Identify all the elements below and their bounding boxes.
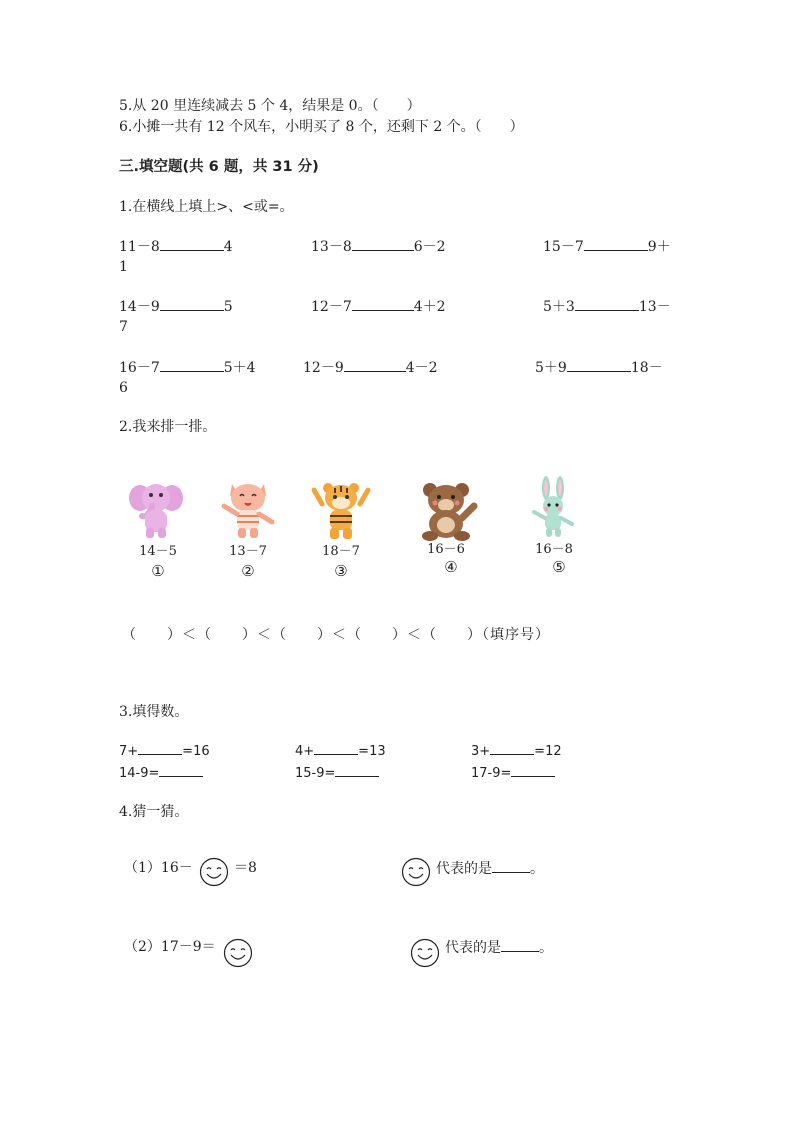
compare-blank[interactable]	[160, 357, 224, 372]
fill-blank[interactable]	[314, 740, 358, 755]
compare-item: 5＋9 18－	[535, 357, 663, 378]
tiger-icon	[310, 480, 372, 542]
q4-p1-right: ＝8	[234, 860, 257, 876]
fill-item: 4+ =13	[295, 740, 386, 762]
fill-blank[interactable]	[511, 762, 555, 777]
compare-item: 16－7 5＋4	[119, 357, 256, 378]
compare-wrap: 7	[119, 319, 128, 335]
q4-prompt: 4.猜一猜。	[119, 804, 189, 820]
compare-item: 12－9 4－2	[303, 357, 438, 378]
compare-blank[interactable]	[584, 236, 648, 251]
elephant-icon	[128, 478, 184, 540]
compare-blank[interactable]	[352, 296, 414, 311]
fill-blank[interactable]	[138, 740, 182, 755]
smiley-face-icon	[410, 938, 440, 968]
q3-prompt: 3.填得数。	[119, 704, 189, 720]
animal-3-expr: 18－7	[322, 544, 360, 559]
compare-item: 11－8 4	[119, 236, 233, 257]
rabbit-icon	[530, 476, 578, 540]
q4-p2-blank[interactable]	[501, 937, 539, 952]
animal-1-num: ①	[151, 562, 165, 580]
q2-prompt: 2.我来排一排。	[119, 419, 217, 435]
animal-4-num: ④	[444, 558, 458, 576]
animal-2-expr: 13－7	[229, 544, 267, 559]
smiley-face-icon	[199, 857, 229, 887]
q4-p1-blank[interactable]	[492, 858, 530, 873]
compare-blank[interactable]	[160, 236, 224, 251]
q4-p1-left: （1）16－	[124, 860, 193, 876]
compare-item: 14－9 5	[119, 296, 233, 317]
animal-5-expr: 16－8	[535, 542, 573, 557]
q4-p2-answer: 代表的是 。	[445, 937, 553, 958]
fill-item: 17-9=	[471, 762, 555, 784]
compare-blank[interactable]	[160, 296, 224, 311]
fill-item: 15-9=	[295, 762, 379, 784]
animal-2-num: ②	[241, 562, 255, 580]
fill-blank[interactable]	[490, 740, 534, 755]
compare-blank[interactable]	[567, 357, 631, 372]
animal-3-num: ③	[334, 562, 348, 580]
smiley-face-icon	[401, 857, 431, 887]
fill-blank[interactable]	[335, 762, 379, 777]
animal-5-num: ⑤	[552, 558, 566, 576]
fill-item: 3+ =12	[471, 740, 562, 762]
judge-q5: 5.从 20 里连续减去 5 个 4，结果是 0。（ ）	[119, 98, 421, 114]
q4-p1-answer: 代表的是 。	[436, 858, 544, 879]
compare-blank[interactable]	[575, 296, 639, 311]
compare-item: 13－8 6－2	[311, 236, 446, 257]
compare-blank[interactable]	[352, 236, 414, 251]
compare-wrap: 1	[119, 259, 128, 275]
judge-q6: 6.小摊一共有 12 个风车，小明买了 8 个，还剩下 2 个。（ ）	[119, 119, 524, 135]
q1-prompt: 1.在横线上填上>、<或=。	[119, 199, 294, 215]
q4-p2-left: （2）17－9＝	[124, 939, 216, 955]
compare-item: 5＋3 13－	[543, 296, 671, 317]
fill-item: 14-9=	[119, 762, 203, 784]
compare-blank[interactable]	[344, 357, 406, 372]
fill-blank[interactable]	[159, 762, 203, 777]
q2-order-line: （ ）＜（ ）＜（ ）＜（ ）＜（ ）（填序号）	[122, 627, 550, 643]
compare-wrap: 6	[119, 380, 128, 396]
smiley-face-icon	[223, 938, 253, 968]
animal-1-expr: 14－5	[139, 544, 177, 559]
compare-item: 15－7 9＋	[543, 236, 671, 257]
compare-item: 12－7 4＋2	[311, 296, 446, 317]
animal-4-expr: 16－6	[427, 542, 465, 557]
section-title: 三.填空题(共 6 题，共 31 分)	[119, 159, 319, 175]
bear-icon	[416, 480, 480, 542]
cat-icon	[218, 478, 278, 540]
fill-item: 7+ =16	[119, 740, 210, 762]
